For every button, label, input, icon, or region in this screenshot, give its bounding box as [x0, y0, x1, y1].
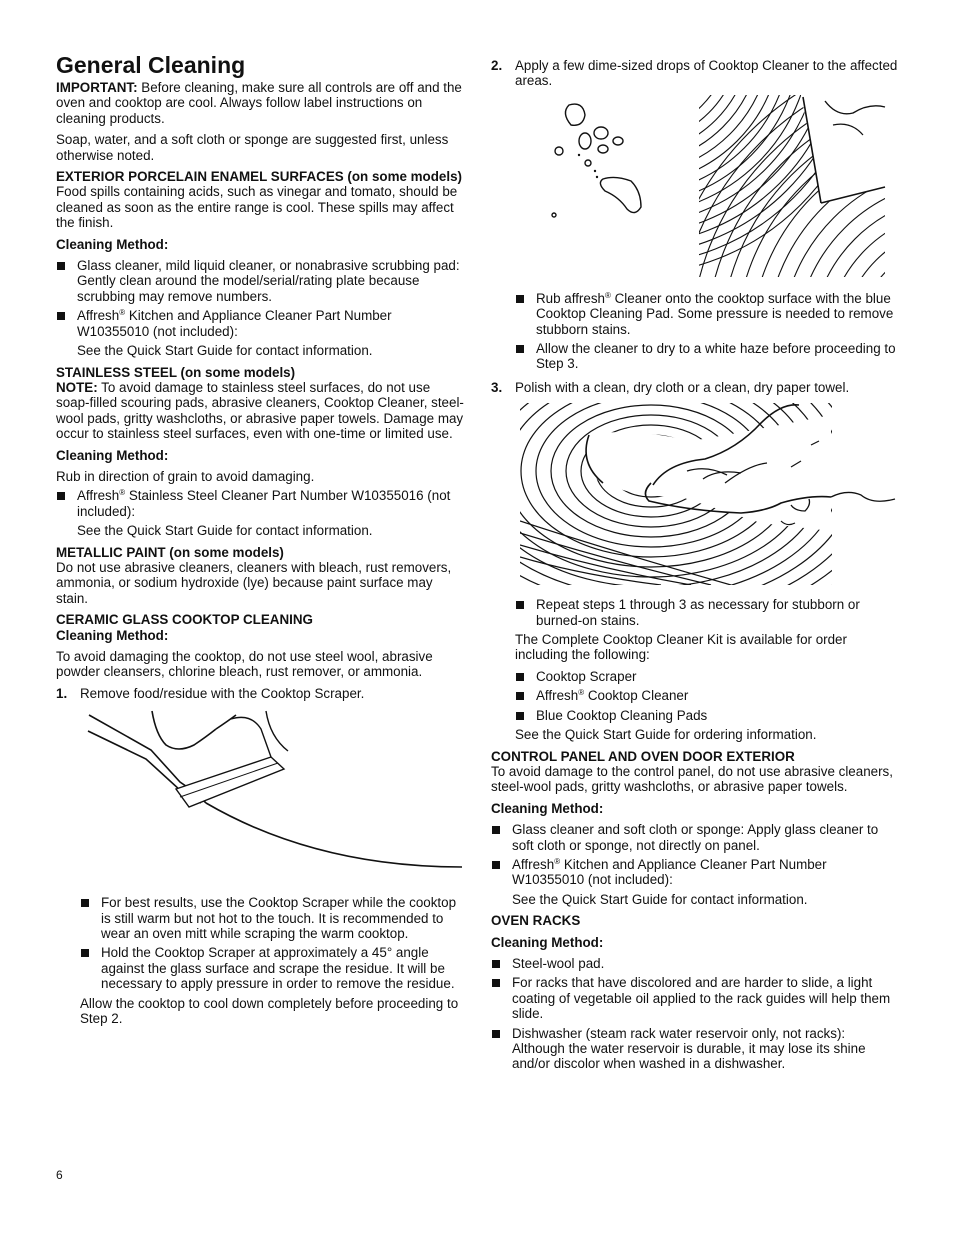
oven-racks-list — [491, 956, 899, 1072]
brand-name: Affresh — [77, 488, 120, 504]
list-item: Repeat steps 1 through 3 as necessary for stubborn or burned-on stains. — [515, 597, 899, 628]
kit-text: The Complete Cooktop Cleaner Kit is available for order including the following: — [515, 632, 847, 663]
brand-name: Affresh — [512, 856, 555, 872]
oven-racks-method-label: Cleaning Method: — [491, 934, 604, 950]
step-number: 1. — [56, 685, 68, 701]
oven-racks-heading: OVEN RACKS — [491, 913, 581, 929]
left-column — [56, 52, 466, 1032]
list-item-text: Stainless Steel Cleaner Part Number W10355016 (not included): — [77, 488, 451, 519]
list-item — [491, 857, 899, 888]
list-item — [515, 688, 899, 703]
kit-list — [491, 669, 899, 723]
ceramic-body: To avoid damaging the cooktop, do not use steel wool, abrasive powder cleansers, chlorine bleach, rust remover, or ammonia. — [56, 649, 433, 680]
kit-see-guide: See the Quick Start Guide for ordering information. — [515, 727, 817, 743]
page-title: General Cleaning — [56, 52, 246, 78]
note-label: NOTE: — [56, 379, 98, 395]
registered-mark: ® — [554, 856, 561, 866]
step1-after-text: Allow the cooktop to cool down completely before proceeding to Step 2. — [80, 995, 459, 1027]
step-text: Polish with a clean, dry cloth or a clean, dry paper towel. — [515, 379, 850, 395]
right-column — [491, 58, 899, 1076]
brand-name: Affresh — [77, 308, 120, 324]
list-item: For best results, use the Cooktop Scraper while the cooktop is still warm but not hot to the touch. It is recommended to wear an oven mitt while scraping the warm cooktop. — [80, 895, 466, 941]
metallic-heading: METALLIC PAINT (on some models) — [56, 544, 284, 560]
list-item — [515, 291, 899, 337]
list-item-text: Cooktop Cleaner — [587, 688, 689, 704]
list-item — [56, 308, 466, 339]
list-item: Cooktop Scraper — [515, 669, 899, 684]
porcelain-method-label: Cleaning Method: — [56, 236, 169, 252]
registered-mark: ® — [604, 290, 611, 300]
metallic-body: Do not use abrasive cleaners, cleaners with bleach, rust removers, ammonia, or sodium hydroxide (lye) because paint surface may stain. — [56, 559, 452, 606]
control-panel-body: To avoid damage to the control panel, do not use abrasive cleaners, steel-wool pads, gritty washcloths, or abrasive paper towels. — [491, 763, 893, 795]
stainless-rub-text: Rub in direction of grain to avoid damaging. — [56, 468, 315, 484]
list-item-text: Kitchen and Appliance Cleaner Part Number W10355010 (not included): — [77, 308, 392, 339]
cleaner-drops-illustration — [491, 95, 899, 281]
list-item: Allow the cleaner to dry to a white haze before proceeding to Step 3. — [515, 341, 899, 372]
porcelain-body: Food spills containing acids, such as vinegar and tomato, should be cleaned as soon as the entire range is cool. These spills may affect the finish. — [56, 184, 458, 231]
porcelain-see-guide: See the Quick Start Guide for contact information. — [77, 343, 373, 359]
ceramic-method-label: Cleaning Method: — [56, 627, 169, 643]
step1-list — [56, 895, 466, 991]
registered-mark: ® — [119, 488, 126, 498]
scraper-illustration — [56, 707, 466, 885]
porcelain-heading: EXTERIOR PORCELAIN ENAMEL SURFACES (on some models) — [56, 169, 462, 185]
step3-list — [491, 597, 899, 628]
list-item: Blue Cooktop Cleaning Pads — [515, 708, 899, 723]
ceramic-heading: CERAMIC GLASS COOKTOP CLEANING — [56, 612, 313, 628]
list-item: Hold the Cooktop Scraper at approximately a 45° angle against the glass surface and scrape the residue. It will be necessary to apply pressure in order to remove the residue. — [80, 945, 466, 991]
page-number: 6 — [56, 1168, 63, 1182]
note-text: To avoid damage to stainless steel surfaces, do not use soap-filled scouring pads, abrasive cleaners, Cooktop Cleaner, steel-wool pads, gritty washcloths, or abrasive paper towels. Damage may occur to stainless steel surfaces, even with one-time or limited use. — [56, 379, 464, 442]
step-number: 2. — [491, 58, 503, 73]
list-item: Glass cleaner, mild liquid cleaner, or nonabrasive scrubbing pad: Gently clean around the model/serial/rating plate because scrubbing may remove numbers. — [56, 258, 466, 304]
important-text: Before cleaning, make sure all controls are off and the oven and cooktop are cool. Always follow label instructions on cleaning products. — [56, 80, 462, 126]
control-panel-method-label: Cleaning Method: — [491, 800, 604, 816]
step-number: 3. — [491, 379, 503, 395]
brand-name: Affresh — [536, 688, 579, 704]
list-item-text: Kitchen and Appliance Cleaner Part Number W10355010 (not included): — [512, 856, 827, 888]
step-3 — [491, 380, 899, 395]
list-item: Steel-wool pad. — [491, 956, 899, 971]
step-text: Apply a few dime-sized drops of Cooktop Cleaner to the affected areas. — [515, 58, 898, 89]
step-1 — [56, 686, 466, 701]
stainless-note — [56, 380, 466, 442]
step-text: Remove food/residue with the Cooktop Scraper. — [80, 685, 365, 701]
polish-illustration — [491, 401, 899, 587]
step-2 — [491, 58, 899, 89]
list-item: Dishwasher (steam rack water reservoir only, not racks): Although the water reservoir is durable, it may lose its shine and/or discolor when washed in a dishwasher. — [491, 1026, 899, 1072]
list-item — [56, 488, 466, 519]
control-panel-list — [491, 822, 899, 888]
stainless-see-guide: See the Quick Start Guide for contact information. — [77, 523, 373, 539]
list-item-text: Cleaner onto the cooktop surface with the blue Cooktop Cleaning Pad. Some pressure is needed to remove stubborn stains. — [536, 290, 894, 337]
registered-mark: ® — [578, 688, 585, 698]
list-item: For racks that have discolored and are harder to slide, a light coating of vegetable oil applied to the rack guides will help them slide. — [491, 975, 899, 1021]
control-panel-see-guide: See the Quick Start Guide for contact information. — [512, 891, 808, 907]
stainless-method-label: Cleaning Method: — [56, 447, 169, 463]
control-panel-heading: CONTROL PANEL AND OVEN DOOR EXTERIOR — [491, 748, 795, 764]
list-item-text: Rub affresh — [536, 290, 605, 306]
important-paragraph — [56, 80, 466, 126]
list-item: Glass cleaner and soft cloth or sponge: Apply glass cleaner to soft cloth or sponge, not directly on panel. — [491, 822, 899, 853]
important-label: IMPORTANT: — [56, 80, 138, 95]
registered-mark: ® — [119, 308, 126, 318]
stainless-list — [56, 488, 466, 519]
step2-list — [491, 291, 899, 372]
stainless-heading: STAINLESS STEEL (on some models) — [56, 364, 296, 380]
porcelain-list — [56, 258, 466, 339]
soap-paragraph: Soap, water, and a soft cloth or sponge are suggested first, unless otherwise noted. — [56, 132, 449, 163]
